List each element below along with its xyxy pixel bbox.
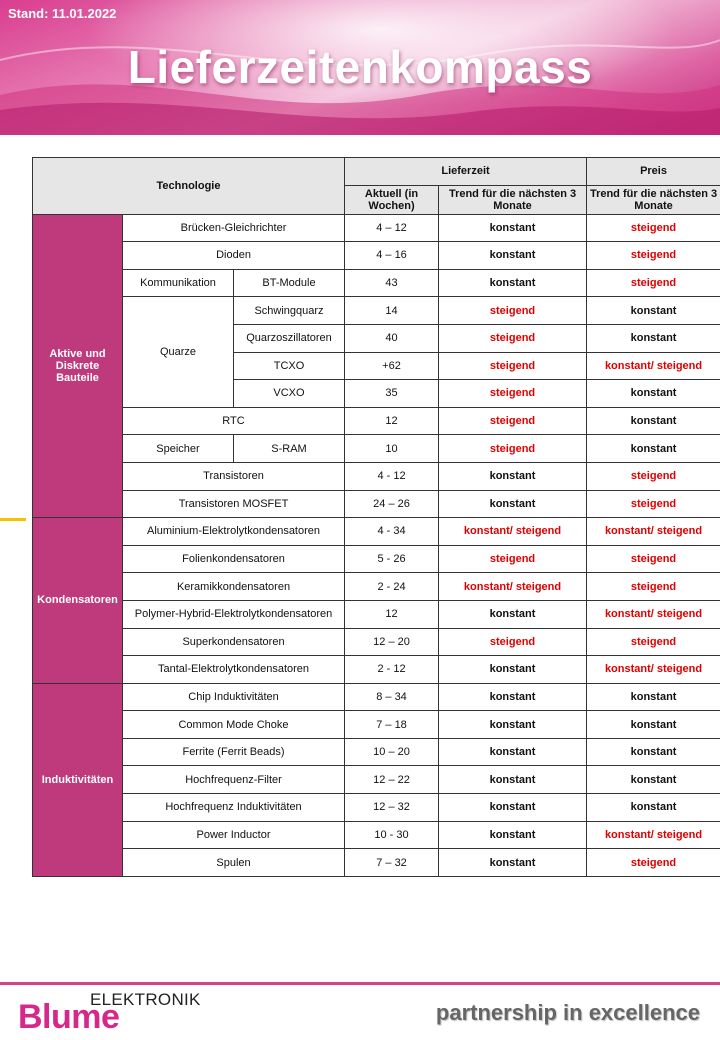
table-row [33,683,720,711]
table-row [33,711,720,739]
category-aktive: Aktive und Diskrete Bauteile [33,214,123,518]
logo-elektronik: ELEKTRONIK [90,990,201,1009]
row-trend-lieferzeit: steigend [439,324,587,352]
row-weeks: 2 - 12 [345,656,439,684]
row-name: Superkondensatoren [123,628,345,656]
row-name: BT-Module [234,269,345,297]
table-row [33,656,720,684]
row-weeks: 24 – 26 [345,490,439,518]
row-trend-preis: konstant/ steigend [587,600,720,628]
table-row [33,269,720,297]
slogan: partnership in excellence [435,1000,700,1025]
row-trend-lieferzeit: konstant [439,821,587,849]
row-trend-preis: steigend [587,462,720,490]
row-name: Hochfrequenz-Filter [123,766,345,794]
row-weeks: 43 [345,269,439,297]
row-trend-preis: steigend [587,573,720,601]
row-trend-lieferzeit: konstant [439,766,587,794]
page-title: Lieferzeitenkompass [127,41,593,93]
row-weeks: 12 [345,407,439,435]
header-banner [0,0,720,135]
row-trend-lieferzeit: steigend [439,628,587,656]
row-trend-preis: steigend [587,628,720,656]
row-trend-lieferzeit: konstant [439,600,587,628]
row-trend-preis: konstant [587,711,720,739]
row-trend-preis: konstant/ steigend [587,352,720,380]
row-name: Hochfrequenz Induktivitäten [123,794,345,822]
row-trend-lieferzeit: steigend [439,407,587,435]
row-trend-lieferzeit: konstant [439,269,587,297]
row-trend-lieferzeit: konstant/ steigend [439,518,587,546]
row-name: VCXO [234,380,345,408]
row-trend-lieferzeit: konstant [439,849,587,877]
row-trend-lieferzeit: konstant [439,242,587,270]
row-trend-lieferzeit: konstant [439,214,587,242]
header-trend-lieferzeit: Trend für die nächsten 3 Monate [439,185,587,214]
row-trend-lieferzeit: steigend [439,297,587,325]
row-weeks: 12 – 32 [345,794,439,822]
header-technologie: Technologie [33,158,345,215]
row-trend-preis: steigend [587,269,720,297]
row-name: Quarzoszillatoren [234,324,345,352]
row-weeks: 8 – 34 [345,683,439,711]
row-trend-preis: konstant/ steigend [587,518,720,546]
row-trend-preis: konstant [587,297,720,325]
header-trend-preis: Trend für die nächsten 3 Monate [587,185,720,214]
row-weeks: 10 – 20 [345,738,439,766]
group-kommunikation: Kommunikation [123,269,234,297]
row-weeks: 35 [345,380,439,408]
logo-blume: Blume [18,998,120,1036]
lieferzeiten-table [32,157,720,877]
row-weeks: 2 - 24 [345,573,439,601]
table-row [33,545,720,573]
header-preis: Preis [587,158,720,186]
row-weeks: 12 [345,600,439,628]
row-weeks: 4 - 12 [345,462,439,490]
row-name: Keramikkondensatoren [123,573,345,601]
row-name: RTC [123,407,345,435]
table-row [33,849,720,877]
row-name: Ferrite (Ferrit Beads) [123,738,345,766]
header-aktuell: Aktuell (in Wochen) [345,185,439,214]
table-row [33,794,720,822]
row-trend-lieferzeit: steigend [439,352,587,380]
row-trend-preis: konstant [587,683,720,711]
row-trend-lieferzeit: konstant [439,656,587,684]
table-row [33,214,720,242]
row-trend-preis: konstant/ steigend [587,821,720,849]
row-trend-lieferzeit: steigend [439,435,587,463]
category-kondensatoren: Kondensatoren [33,518,123,684]
row-trend-lieferzeit: konstant [439,490,587,518]
row-name: Spulen [123,849,345,877]
table-row [33,738,720,766]
row-trend-lieferzeit: konstant [439,738,587,766]
stand-date: Stand: 11.01.2022 [8,6,117,21]
row-weeks: 7 – 18 [345,711,439,739]
yellow-marker [0,518,26,521]
row-weeks: 40 [345,324,439,352]
row-trend-lieferzeit: konstant [439,683,587,711]
footer-divider [0,982,720,985]
row-trend-preis: konstant [587,766,720,794]
row-name: Transistoren MOSFET [123,490,345,518]
row-trend-preis: konstant [587,407,720,435]
row-weeks: 5 - 26 [345,545,439,573]
row-trend-lieferzeit: konstant [439,462,587,490]
table-row [33,518,720,546]
row-name: Tantal-Elektrolytkondensatoren [123,656,345,684]
row-trend-lieferzeit: konstant/ steigend [439,573,587,601]
group-speicher: Speicher [123,435,234,463]
row-trend-preis: steigend [587,242,720,270]
row-trend-preis: steigend [587,490,720,518]
row-weeks: 14 [345,297,439,325]
row-weeks: 12 – 20 [345,628,439,656]
row-name: Polymer-Hybrid-Elektrolytkondensatoren [123,600,345,628]
table-row [33,573,720,601]
row-weeks: +62 [345,352,439,380]
row-trend-lieferzeit: steigend [439,380,587,408]
header-lieferzeit: Lieferzeit [345,158,587,186]
row-name: Chip Induktivitäten [123,683,345,711]
row-weeks: 4 – 12 [345,214,439,242]
row-trend-preis: konstant [587,380,720,408]
row-name: TCXO [234,352,345,380]
row-name: Dioden [123,242,345,270]
row-weeks: 4 – 16 [345,242,439,270]
row-weeks: 7 – 32 [345,849,439,877]
row-name: S-RAM [234,435,345,463]
row-name: Folienkondensatoren [123,545,345,573]
table-row [33,435,720,463]
table-row [33,628,720,656]
row-trend-preis: steigend [587,214,720,242]
row-trend-preis: konstant [587,738,720,766]
row-trend-preis: konstant [587,794,720,822]
table-row [33,766,720,794]
row-name: Brücken-Gleichrichter [123,214,345,242]
row-weeks: 10 [345,435,439,463]
table-row [33,242,720,270]
table-row [33,600,720,628]
row-trend-lieferzeit: steigend [439,545,587,573]
row-trend-preis: konstant [587,435,720,463]
row-trend-lieferzeit: konstant [439,711,587,739]
table-row [33,821,720,849]
table-row [33,297,720,325]
table-row [33,462,720,490]
row-weeks: 12 – 22 [345,766,439,794]
table-row [33,407,720,435]
row-name: Transistoren [123,462,345,490]
row-trend-preis: konstant/ steigend [587,656,720,684]
row-name: Aluminium-Elektrolytkondensatoren [123,518,345,546]
group-quarze: Quarze [123,297,234,407]
row-trend-preis: steigend [587,545,720,573]
table-row [33,490,720,518]
category-induktivitaeten: Induktivitäten [33,683,123,876]
row-name: Schwingquarz [234,297,345,325]
row-name: Common Mode Choke [123,711,345,739]
row-name: Power Inductor [123,821,345,849]
row-trend-lieferzeit: konstant [439,794,587,822]
row-weeks: 4 - 34 [345,518,439,546]
row-weeks: 10 - 30 [345,821,439,849]
row-trend-preis: konstant [587,324,720,352]
row-trend-preis: steigend [587,849,720,877]
